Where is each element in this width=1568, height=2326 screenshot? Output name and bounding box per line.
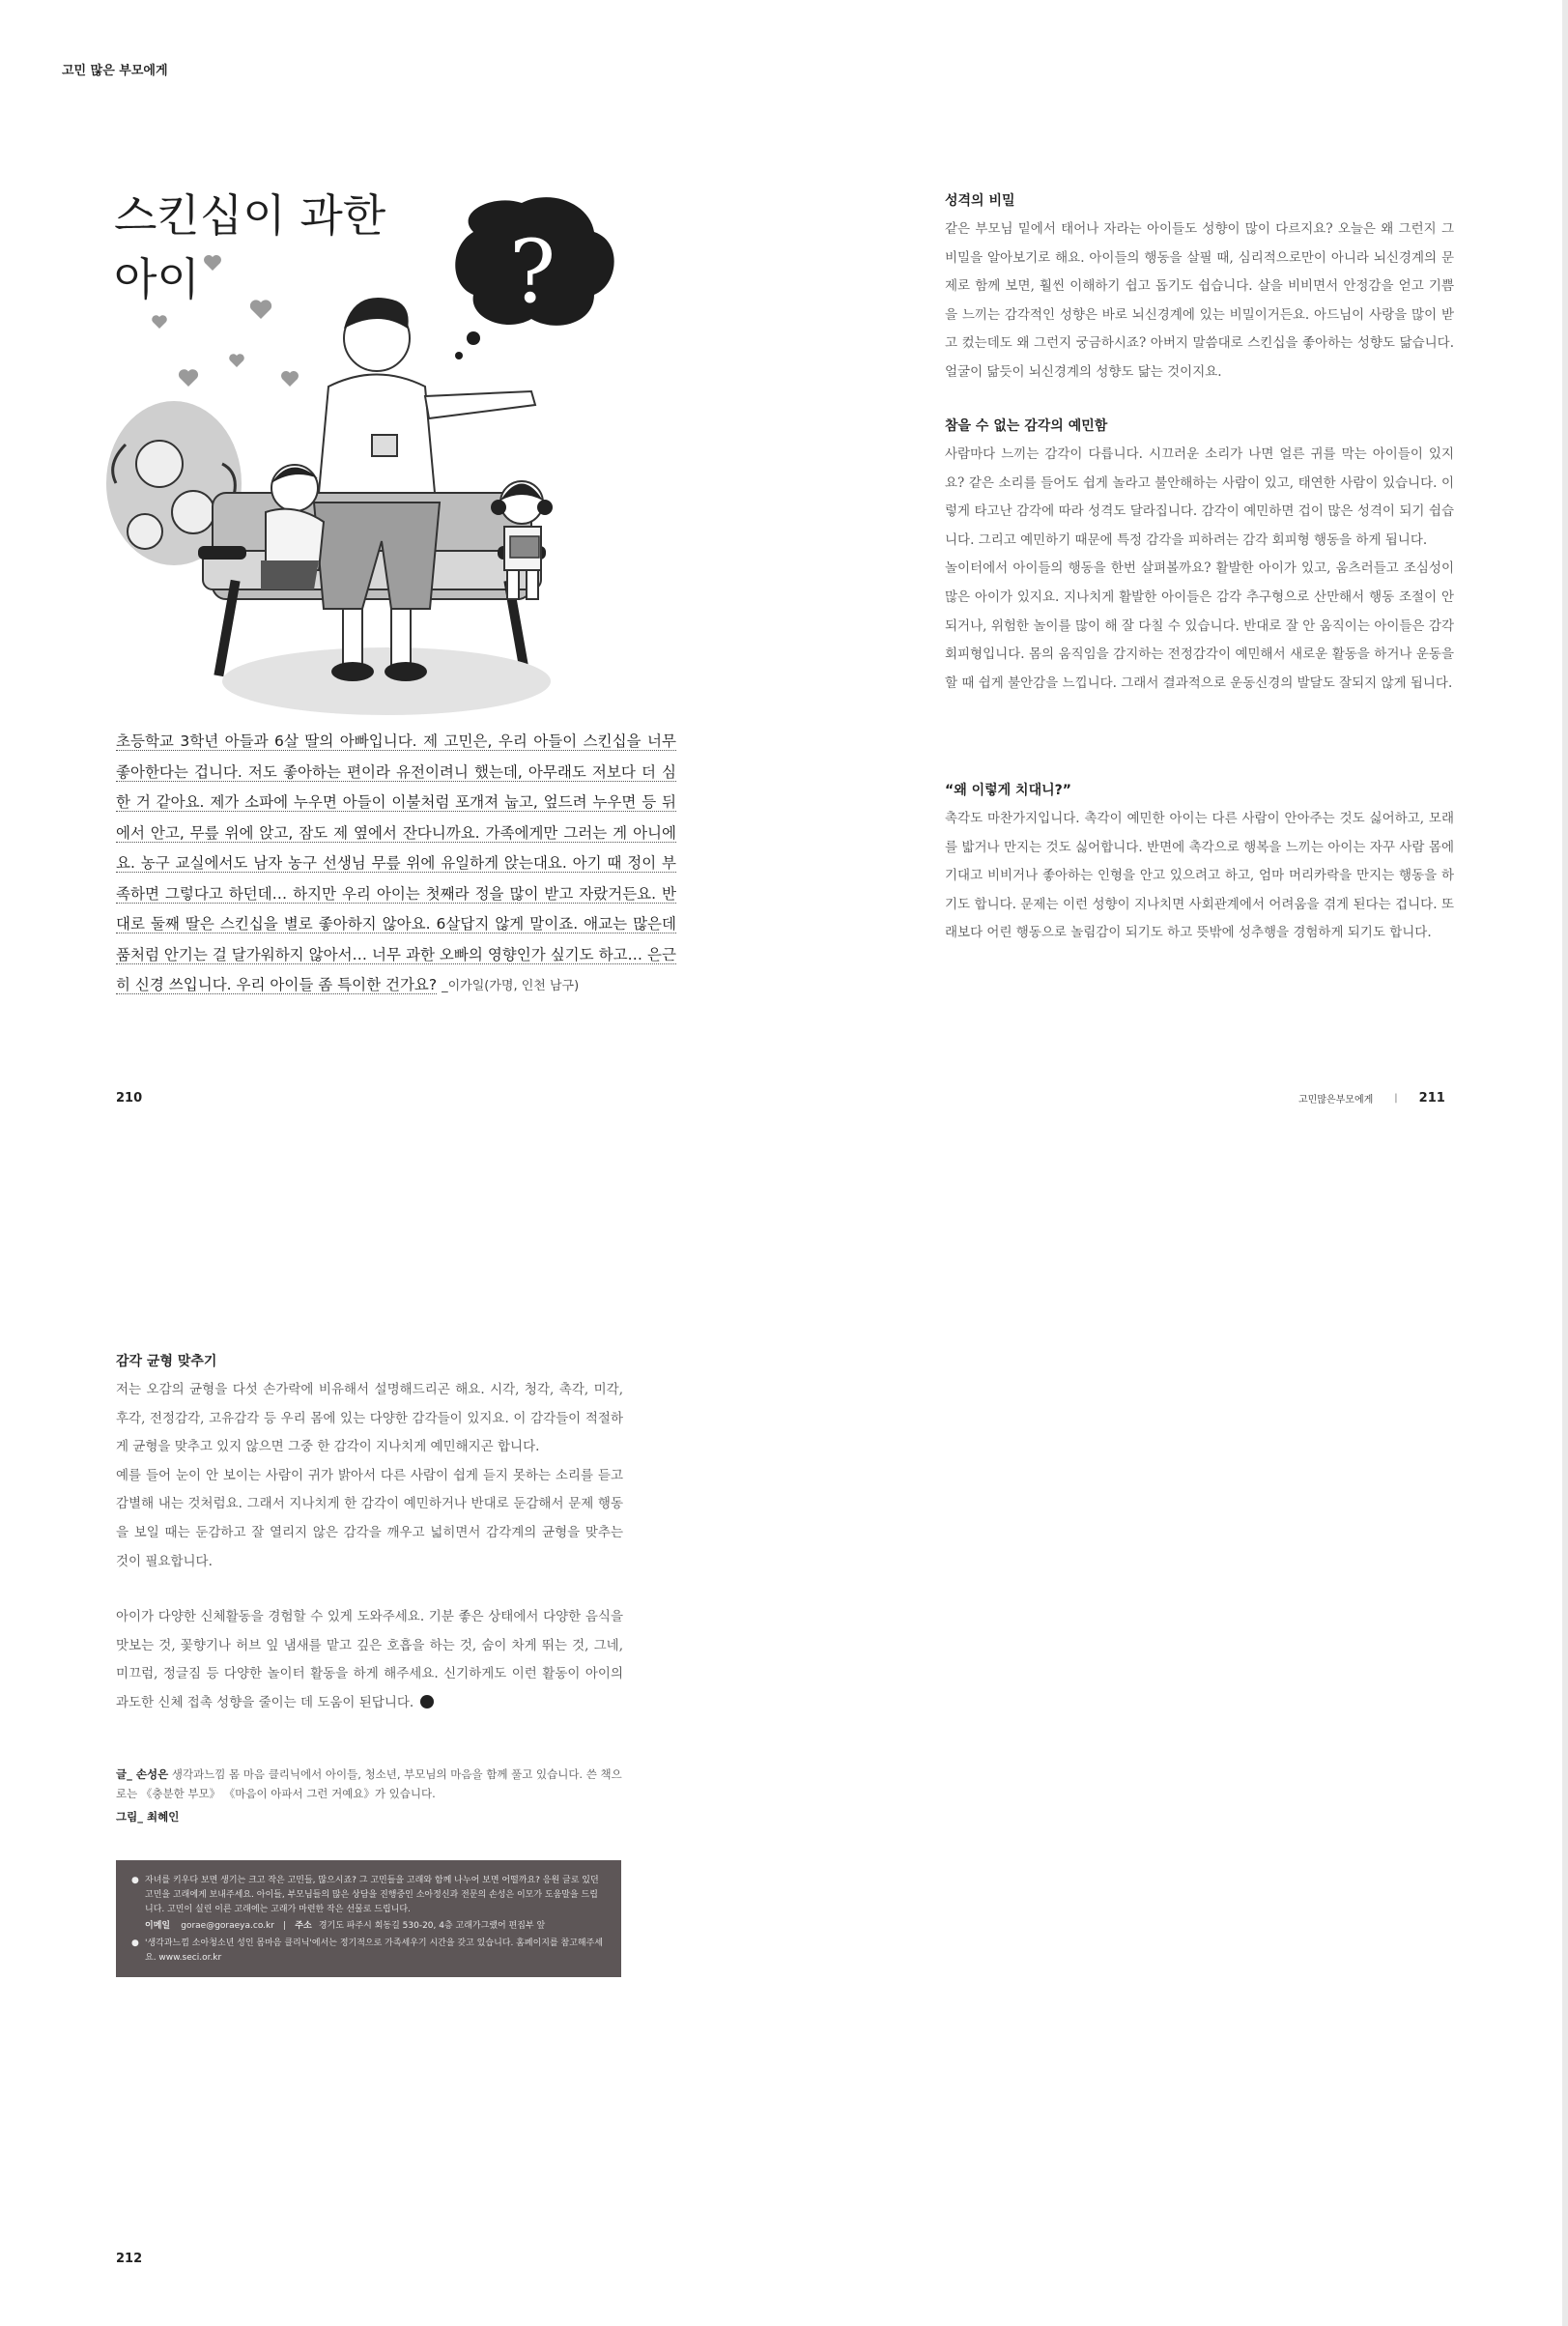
closing-paragraph	[116, 1603, 623, 1717]
info-box	[116, 1860, 621, 1977]
section-sensory-sensitivity	[945, 414, 1454, 698]
author-label: 글_ 손성은	[116, 1767, 169, 1781]
question-mark-icon: ?	[509, 221, 556, 323]
bullet-icon: ●	[131, 1876, 139, 1885]
page-edge	[1562, 0, 1568, 2326]
email-link[interactable]: gorae@goraeya.co.kr	[181, 1921, 274, 1931]
section-paragraph: 같은 부모님 밑에서 태어나 자라는 아이들도 성향이 많이 다르지요? 오늘은 왜 그런지 그 비밀을 알아보기로 해요. 아이들의 행동을 살필 때, 심리적으로만이 아니라 뇌신경계의 문제로 함께 보면, 훨씬 이해하기 쉽고 돕기도 쉽습니다. 살을 비비면서 안정감을 얻고 기쁨을 느끼는 감각적인 성향은 바로 뇌신경계에 있는 비밀이거든요. 아드님이 사랑을 많이 받고 컸는데도 왜 그런지 궁금하시죠? 아버지 말씀대로 스킨십을 좋아하는 성향도 닮습니다. 얼굴이 닮듯이 뇌신경계의 성향도 닮는 것이지요.	[945, 221, 1454, 380]
closing-text: 아이가 다양한 신체활동을 경험할 수 있게 도와주세요. 기분 좋은 상태에서 다양한 음식을 맛보는 것, 꽃향기나 허브 잎 냄새를 맡고 깊은 호흡을 하는 것, 숨이 차게 뛰는 것, 그네, 미끄럼, 정글짐 등 다양한 놀이터 활동을 하게 해주세요. 신기하게도 이런 활동이 아이의 과도한 신체 접촉 성향을 줄이는 데 도움이 된답니다.	[116, 1609, 623, 1710]
title-line-1: 스킨십이 과한	[114, 189, 386, 242]
section-why-cling	[945, 778, 1454, 948]
end-mark-icon	[420, 1695, 434, 1709]
section-paragraph: 촉각도 마찬가지입니다. 촉각이 예민한 아이는 다른 사람이 안아주는 것도 싫어하고, 모래를 밟거나 만지는 것도 싫어합니다. 반면에 촉각으로 행복을 느끼는 아이는 자꾸 사람 몸에 기대고 비비거나 좋아하는 인형을 안고 있으려고 하고, 엄마 머리카락을 만지는 행동을 하기도 합니다. 문제는 이런 성향이 지나치면 사회관계에서 어려움을 겪게 된다는 겁니다. 또래보다 어린 행동으로 놀림감이 되기도 하고 뜻밖에 성추행을 경험하게 되기도 합니다.	[945, 811, 1454, 941]
author-text: 생각과느낌 몸 마음 클리닉에서 아이들, 청소년, 부모님의 마음을 함께 풀고 있습니다. 쓴 책으로는 《충분한 부모》 《마음이 아파서 그런 거예요》가 있습니다.	[116, 1767, 622, 1800]
question-text: 초등학교 3학년 아들과 6살 딸의 아빠입니다. 제 고민은, 우리 아들이 스킨십을 너무 좋아한다는 겁니다. 저도 좋아하는 편이라 유전이려니 했는데, 아무래도 저보다 더 심한 거 같아요. 제가 소파에 누우면 아들이 이불처럼 포개져 눕고, 엎드려 누우면 등 뒤에서 안고, 무릎 위에 앉고, 잠도 제 옆에서 잔다니까요. 가족에게만 그러는 게 아니에요. 농구 교실에서도 남자 농구 선생님 무릎 위에 유일하게 앉는대요. 아기 때 정이 부족하면 그렇다고 하던데… 하지만 우리 아이는 첫째라 정을 많이 받고 자랐거든요. 반대로 둘째 딸은 스킨십을 별로 좋아하지 않아요. 6살답지 않게 말이죠. 애교는 많은데 품처럼 안기는 걸 달가워하지 않아서… 너무 과한 오빠의 영향인가 싶기도 하고… 은근히 신경 쓰입니다. 우리 아이들 좀 특이한 건가요?	[116, 732, 676, 993]
section-heading: “왜 이렇게 치대니?”	[945, 783, 1071, 798]
running-head: 고민 많은 부모에게	[62, 64, 168, 78]
bottom-column	[116, 1349, 623, 1718]
article-title	[114, 184, 385, 311]
question-byline: _이가일(가명, 인천 남구)	[442, 979, 580, 993]
bullet-icon: ●	[131, 1938, 139, 1948]
page-number-210: 210	[116, 1091, 143, 1106]
page-number-211: 211	[1418, 1091, 1445, 1106]
info-text: '생각과느낌 소아청소년 성인 몸마음 클리닉'에서는 정기적으로 가족세우기 시간을 갖고 있습니다. 홈페이지를 참고해주세요. www.seci.or.kr	[145, 1938, 603, 1963]
section-paragraph: 놀이터에서 아이들의 행동을 한번 살펴볼까요? 활발한 아이가 있고, 움츠러들고 조심성이 많은 아이가 있지요. 지나치게 활발한 아이들은 감각 추구형으로 산만해서 행동 조절이 안 되거나, 위험한 놀이를 많이 해 잘 다칠 수 있습니다. 반대로 잘 안 움직이는 아이들은 감각 회피형입니다. 몸의 움직임을 감지하는 전정감각이 예민해서 새로운 활동을 하거나 운동을 할 때 쉽게 불안감을 느낍니다. 그래서 결과적으로 운동신경의 발달도 잘되지 않게 됩니다.	[945, 560, 1454, 691]
title-line-2: 아이	[114, 253, 200, 305]
section-heading: 감각 균형 맞추기	[116, 1354, 217, 1369]
section-personality-secret	[945, 188, 1454, 388]
page-footer-211	[1298, 1091, 1445, 1106]
info-text: 자녀를 키우다 보면 생기는 크고 작은 고민들, 많으시죠? 그 고민들을 고래와 함께 나누어 보면 어떨까요? 응원 글로 있던 고민을 고래에게 보내주세요. 아이들, 부모님들의 많은 상담을 진행중인 소아정신과 전문의 손성은 이모가 도움말을 드립니다. 고민이 실린 이른 고래에는 고래가 마련한 작은 선물로 드립니다.	[145, 1876, 599, 1914]
info-item	[131, 1937, 606, 1966]
reader-question	[116, 727, 676, 1002]
footer-separator: |	[1394, 1093, 1398, 1104]
section-paragraph: 저는 오감의 균형을 다섯 손가락에 비유해서 설명해드리곤 해요. 시각, 청각, 촉각, 미각, 후각, 전정감각, 고유감각 등 우리 몸에 있는 다양한 감각들이 있지요. 이 감각들이 적절하게 균형을 맞추고 있지 않으면 그중 한 감각이 지나치게 예민해지곤 합니다.	[116, 1382, 623, 1455]
contact-line: 이메일 gorae@goraeya.co.kr | 주소 경기도 파주시 회동길 530-20, 4층 고래가그랬어 편집부 앞	[145, 1921, 546, 1931]
section-heading: 성격의 비밀	[945, 193, 1015, 209]
info-item	[131, 1874, 606, 1917]
son-figure	[261, 465, 324, 589]
section-paragraph: 사람마다 느끼는 감각이 다릅니다. 시끄러운 소리가 나면 얼른 귀를 막는 아이들이 있지요? 같은 소리를 들어도 쉽게 놀라고 불안해하는 사람이 있고, 태연한 사람이 있습니다. 이렇게 타고난 감각에 따라 성격도 달라집니다. 감각이 예민하면 겁이 많은 성격이 되기 쉽습니다. 그리고 예민하기 때문에 특정 감각을 피하려는 감각 회피형 행동을 하게 됩니다.	[945, 446, 1454, 548]
page-number-212: 212	[116, 2252, 143, 2266]
section-paragraph: 예를 들어 눈이 안 보이는 사람이 귀가 밝아서 다른 사람이 쉽게 듣지 못하는 소리를 듣고 감별해 내는 것처럼요. 그래서 지나치게 한 감각이 예민하거나 반대로 둔감해서 문제 행동을 보일 때는 둔감하고 잘 열리지 않은 감각을 깨우고 넓히면서 감각계의 균형을 맞추는 것이 필요합니다.	[116, 1467, 623, 1569]
footer-title: 고민많은부모에게	[1298, 1095, 1374, 1106]
author-note	[116, 1765, 623, 1826]
section-heading: 참을 수 없는 감각의 예민함	[945, 418, 1108, 434]
illustrator-label: 그림_ 최혜인	[116, 1810, 180, 1823]
